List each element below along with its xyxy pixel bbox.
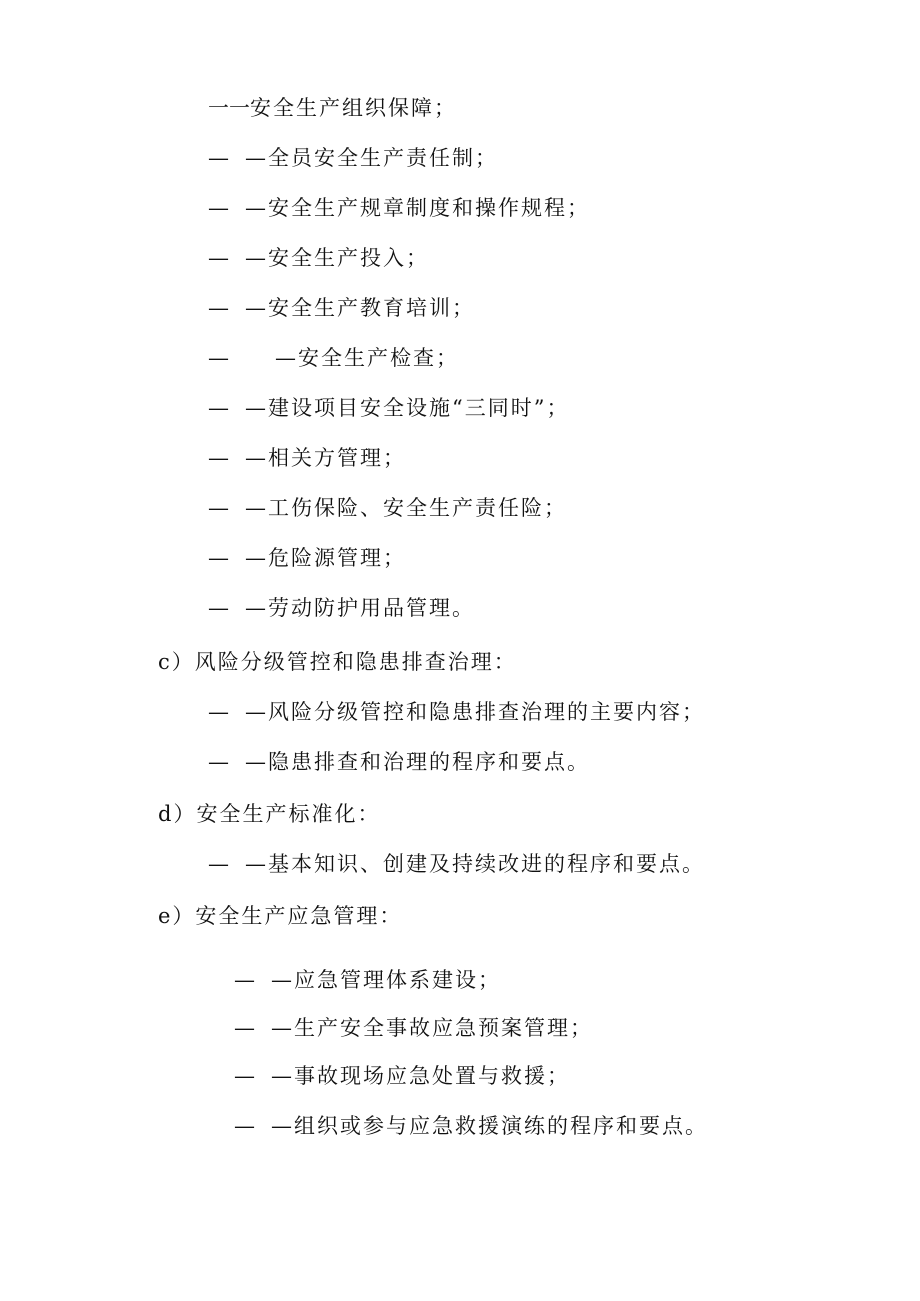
section-heading-c: c）风险分级管控和隐患排查治理： bbox=[158, 650, 517, 674]
list-item-text: —安全生产检查； bbox=[275, 346, 459, 370]
list-dash: — bbox=[208, 852, 229, 876]
list-dash: — bbox=[208, 496, 229, 520]
section-heading-d: d）安全生产标准化： bbox=[158, 802, 381, 826]
list-dash: — bbox=[208, 700, 229, 724]
list-item-text: —危险源管理； bbox=[245, 546, 406, 570]
list-item-text: —安全生产规章制度和操作规程； bbox=[245, 196, 590, 220]
list-item bbox=[208, 444, 406, 472]
list-dash: — bbox=[208, 146, 229, 170]
list-item-text: —安全生产教育培训； bbox=[245, 296, 475, 320]
list-dash: — bbox=[234, 968, 255, 992]
list-item bbox=[234, 966, 501, 994]
list-dash: — bbox=[208, 396, 229, 420]
list-item-text: —工伤保险、安全生产责任险； bbox=[245, 496, 567, 520]
list-item-text: —事故现场应急处置与救援； bbox=[271, 1064, 570, 1088]
list-item-text: 安全生产组织保障； bbox=[250, 96, 457, 120]
list-item bbox=[208, 698, 705, 726]
list-item bbox=[208, 144, 498, 172]
list-item bbox=[208, 244, 429, 272]
list-item-text: —应急管理体系建设； bbox=[271, 968, 501, 992]
list-dash: — bbox=[208, 446, 229, 470]
list-item bbox=[208, 344, 459, 372]
list-dash: — bbox=[234, 1016, 255, 1040]
list-item-text: —劳动防护用品管理。 bbox=[245, 596, 475, 620]
list-dash: — bbox=[234, 1114, 255, 1138]
list-dash: 一一 bbox=[208, 96, 250, 120]
list-dash: — bbox=[208, 246, 229, 270]
list-item-text: —生产安全事故应急预案管理； bbox=[271, 1016, 593, 1040]
list-item bbox=[208, 494, 567, 522]
list-item-text: —建设项目安全设施“三同时”； bbox=[245, 396, 570, 420]
list-dash: — bbox=[208, 750, 229, 774]
list-item bbox=[208, 194, 590, 222]
section-heading-e: e）安全生产应急管理： bbox=[158, 904, 403, 928]
list-item-text: —基本知识、创建及持续改进的程序和要点。 bbox=[245, 852, 705, 876]
list-dash: — bbox=[208, 596, 229, 620]
list-dash: — bbox=[208, 346, 229, 370]
list-item bbox=[208, 394, 569, 422]
list-item bbox=[208, 594, 475, 622]
list-dash: — bbox=[234, 1064, 255, 1088]
list-item bbox=[208, 94, 457, 122]
list-item-text: —风险分级管控和隐患排查治理的主要内容； bbox=[245, 700, 705, 724]
list-item bbox=[208, 850, 705, 878]
list-item bbox=[208, 294, 475, 322]
list-item-text: —组织或参与应急救援演练的程序和要点。 bbox=[271, 1114, 708, 1138]
list-dash: — bbox=[208, 546, 229, 570]
list-item-text: —安全生产投入； bbox=[245, 246, 429, 270]
list-dash: — bbox=[208, 196, 229, 220]
list-item bbox=[208, 748, 590, 776]
list-item bbox=[234, 1062, 570, 1090]
list-item-text: —全员安全生产责任制； bbox=[245, 146, 498, 170]
list-item bbox=[234, 1014, 593, 1042]
list-item bbox=[234, 1112, 708, 1140]
list-item-text: —相关方管理； bbox=[245, 446, 406, 470]
list-dash: — bbox=[208, 296, 229, 320]
list-item bbox=[208, 544, 406, 572]
list-item-text: —隐患排查和治理的程序和要点。 bbox=[245, 750, 590, 774]
